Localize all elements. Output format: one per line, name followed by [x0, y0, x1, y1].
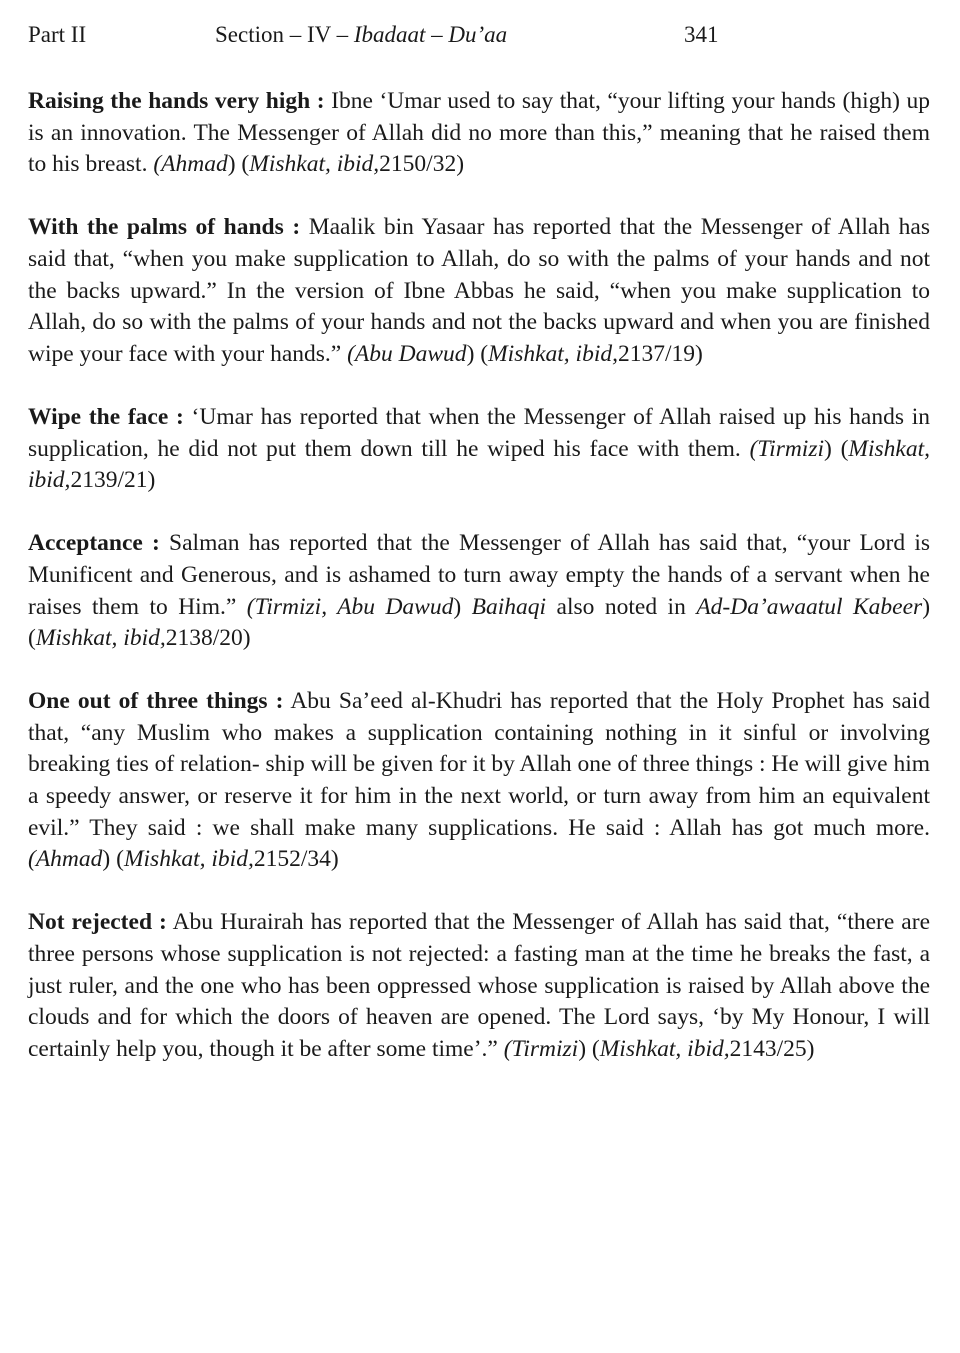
header-section-prefix: Section – IV – [215, 22, 354, 47]
paragraph-text: Salman has reported that the Messenger of Allah has said that, “your Lord is Munificent and Generous, and is ashamed to turn away empty the hands of a servant when he raises them to Him.” [28, 530, 930, 620]
header-section-italic: Ibadaat – Du’aa [353, 22, 508, 47]
paragraph-three-things [28, 686, 930, 876]
reference-source: (Tirmizi, Abu Dawud [246, 593, 454, 620]
reference-source: (Tirmizi [503, 1035, 579, 1062]
paragraph-heading: Wipe the face : [28, 403, 184, 430]
reference-number: 2143/25) [729, 1035, 815, 1062]
reference-separator: ) [453, 593, 472, 620]
paragraph-text: Maalik bin Yasaar has reported that the Messenger of Allah has said that, “when you make supplication to Allah, do so with the palms of your hands and not the backs upward.” In the version of Ibne Abbas he said, “when you make supplication to Allah, do so with the palms of your hands and not the backs upward and when you are finished wipe your face with your hands.” [28, 214, 930, 367]
reference-book-title: Ad-Da’awaatul Kabeer [696, 593, 923, 620]
paragraph-raising-hands [28, 86, 930, 181]
paragraph-acceptance [28, 528, 930, 654]
reference-collection: Mishkat, ibid, [488, 340, 618, 367]
reference-separator: ) ( [578, 1035, 600, 1062]
reference-separator: ) ( [227, 151, 250, 178]
reference-collection: Mishkat, ibid, [28, 435, 931, 494]
reference-source: (Ahmad [28, 846, 103, 873]
reference-separator: ) ( [102, 846, 124, 873]
reference-number: 2137/19) [618, 340, 703, 367]
paragraph-palms-of-hands [28, 212, 930, 370]
page-body [28, 86, 930, 1097]
reference-source: (Abu Dawud [347, 340, 467, 367]
paragraph-heading: Not rejected : [28, 909, 167, 936]
reference-number: 2139/21) [70, 467, 156, 494]
paragraph-heading: Raising the hands very high : [28, 88, 325, 114]
paragraph-text: Ibne ‘Umar used to say that, “your lifting your hands (high) up is an innovation. The Messenger of Allah did no more than this,” meaning that he raised them to his breast. [28, 88, 930, 178]
header-page-number: 341 [684, 22, 719, 47]
paragraph-heading: Acceptance : [28, 530, 160, 557]
paragraph-wipe-face [28, 402, 930, 497]
reference-text: also noted in [546, 593, 697, 620]
paragraph-heading: With the palms of hands : [28, 214, 301, 241]
reference-number: 2152/34) [253, 846, 339, 873]
reference-collection: Mishkat, ibid, [249, 151, 380, 178]
reference-number: 2150/32) [379, 151, 465, 178]
paragraph-heading: One out of three things : [28, 688, 284, 715]
reference-source: (Tirmizi [749, 435, 825, 462]
reference-number: 2138/20) [165, 625, 251, 652]
header-section [215, 22, 507, 48]
paragraph-text: Abu Sa’eed al-Khudri has reported that the Holy Prophet has said that, “any Muslim who makes a supplication containing nothing in it sinful or involving breaking ties of relation- ship will be given for it by Allah one of three things : He will give him a speedy answer, or reserve it for him in the next world, or turn away from him an equivalent evil.” They said : we shall make many supplications. He said : Allah has got much more. [28, 688, 930, 841]
paragraph-text: ‘Umar has reported that when the Messenger of Allah raised up his hands in supplication, he did not put them down till he wiped his face with them. [28, 403, 930, 462]
header-part: Part II [28, 22, 87, 47]
reference-separator: ) ( [466, 340, 489, 367]
reference-collection: Mishkat, ibid, [599, 1035, 730, 1062]
reference-collection: Mishkat, ibid, [123, 846, 254, 873]
reference-source: (Ahmad [153, 151, 228, 178]
paragraph-text: Abu Hurairah has reported that the Messenger of Allah has said that, “there are three persons whose supplication is not rejected: a fasting man at the time he breaks the fast, a just ruler, and the one who has been oppressed whose supplication is raised by Allah above the clouds and for which the doors of heaven are opened. The Lord says, ‘by My Honour, I will certainly help you, though it be after some time’.” [28, 909, 930, 1062]
reference-separator: ) ( [28, 593, 931, 652]
page-header [28, 22, 928, 54]
reference-separator: ) ( [824, 435, 849, 462]
paragraph-not-rejected [28, 907, 930, 1065]
reference-source-baihaqi: Baihaqi [471, 593, 547, 620]
reference-collection: Mishkat, ibid, [35, 625, 166, 652]
